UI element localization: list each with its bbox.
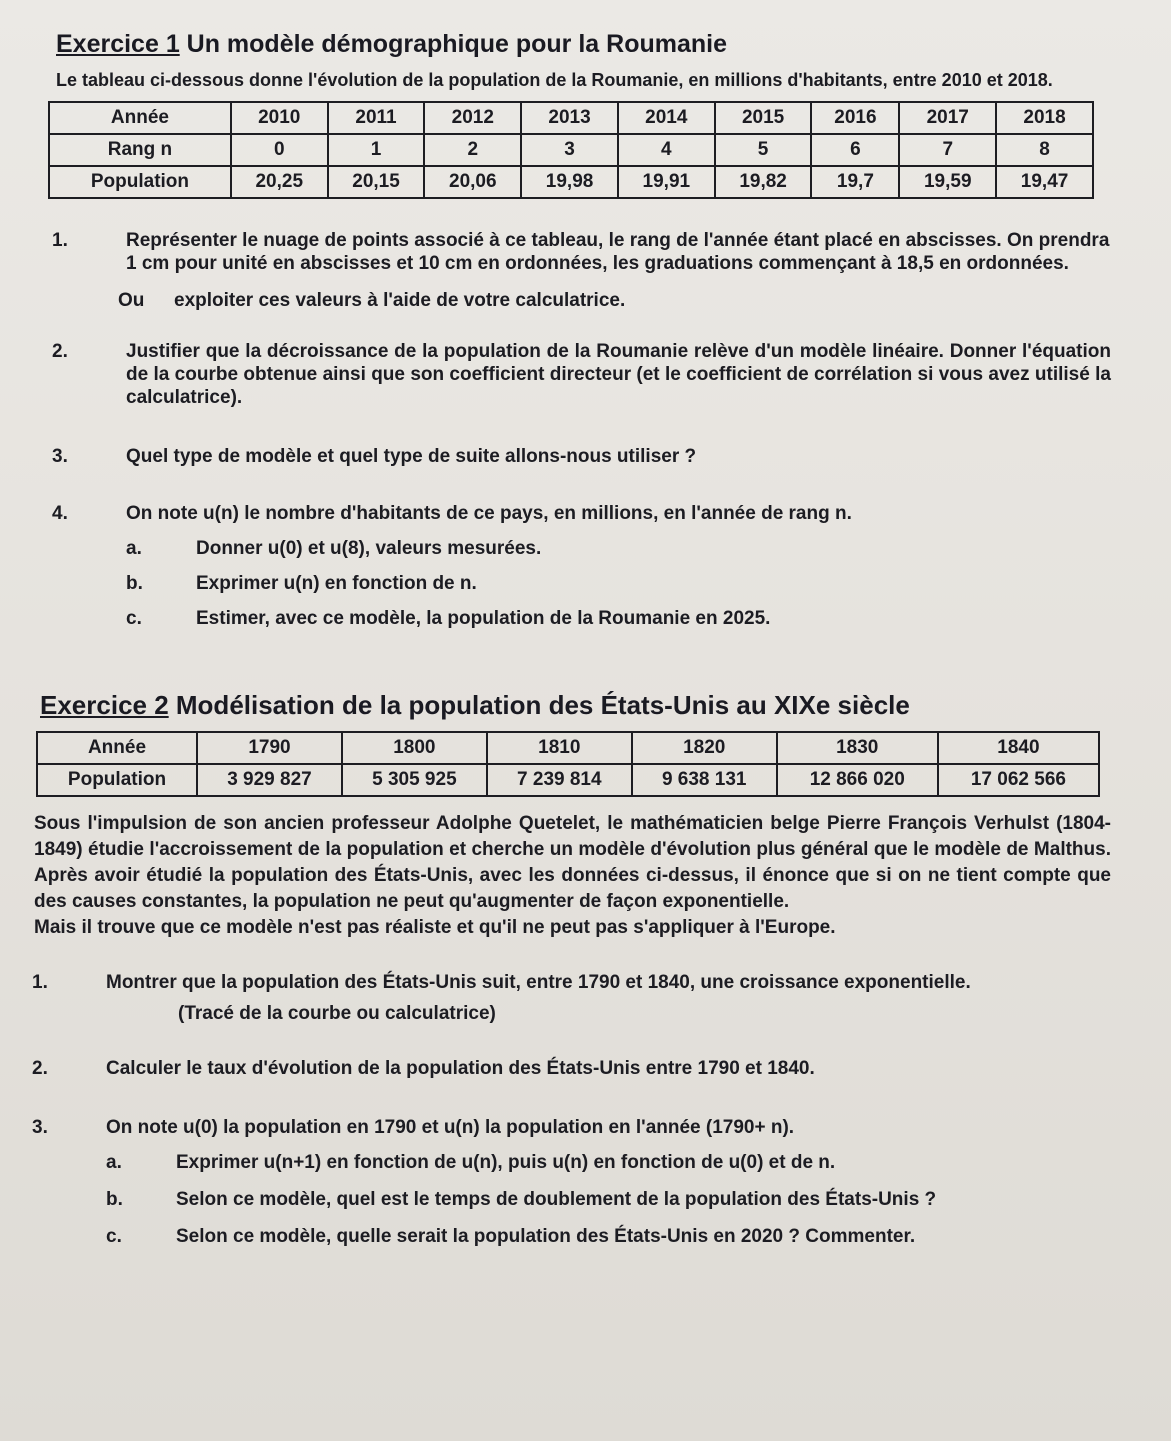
question-3b [106,1188,1111,1211]
question-3a [106,1151,1111,1174]
table-cell: 7 239 814 [487,764,632,796]
table-cell: 1 [328,134,425,166]
table-cell: 4 [618,134,715,166]
table-cell: 3 [521,134,618,166]
sub-letter: b. [126,573,143,594]
table-cell: 2016 [811,102,899,134]
table-cell: 6 [811,134,899,166]
or-label: Ou [118,290,145,311]
sub-text: Selon ce modèle, quelle serait la population des États-Unis en 2020 ? Commenter. [176,1226,916,1247]
question-number: 4. [52,503,68,524]
exercise-1-intro: Le tableau ci-dessous donne l'évolution de la population de la Roumanie, en millions d'habitants, entre 2010 et 2018. [56,70,1053,90]
table-row-year [49,102,1093,134]
sub-text: Exprimer u(n+1) en fonction de u(n), puis u(n) en fonction de u(0) et de n. [176,1152,836,1173]
question-number: 2. [52,341,68,362]
question-1 [52,229,1111,275]
table-row-population [37,764,1099,796]
exercise-2-text [34,811,1111,941]
question-text: Montrer que la population des États-Unis suit, entre 1790 et 1840, une croissance exponentielle. [106,972,971,993]
question-2 [52,340,1111,409]
table-cell: 3 929 827 [197,764,342,796]
question-number: 3. [52,446,68,467]
question-text: Justifier que la décroissance de la population de la Roumanie relève d'un modèle linéaire. Donner l'équation de la courbe obtenue ainsi que son coefficient directeur (et le coefficient de corrélation si vous avez utilisé la calculatrice). [126,341,1111,408]
row-label-population: Population [49,166,231,198]
question-text: Quel type de modèle et quel type de suite allons-nous utiliser ? [126,446,697,467]
sub-letter: a. [126,538,142,559]
sub-text: Donner u(0) et u(8), valeurs mesurées. [196,538,542,559]
table-row-year [37,732,1099,764]
exercise-1-label: Exercice 1 [56,30,180,58]
question-4b [126,572,1111,595]
question-text: On note u(n) le nombre d'habitants de ce pays, en millions, en l'année de rang n. [126,503,852,524]
exercise-2-heading: Modélisation de la population des États-Unis au XIXe siècle [168,690,910,720]
question-number: 2. [32,1058,48,1079]
question-4a [126,537,1111,560]
question-4c [126,607,1111,630]
exercise-2-label: Exercice 2 [40,690,169,720]
table-cell: 20,15 [328,166,425,198]
table-cell: 19,47 [996,166,1093,198]
question-3 [52,445,1111,468]
sub-text: Estimer, avec ce modèle, la population de la Roumanie en 2025. [196,608,771,629]
table-cell: 19,82 [715,166,812,198]
question-3 [32,1116,1111,1139]
question-1-alternative [118,289,1111,312]
table-cell: 17 062 566 [938,764,1099,796]
table-cell: 20,25 [231,166,328,198]
table-cell: 20,06 [424,166,521,198]
context-paragraph: Sous l'impulsion de son ancien professeur Adolphe Quetelet, le mathématicien belge Pierre François Verhulst (1804-1849) étudie l'accroissement de la population et cherche un modèle d'évolution plus général que le modèle de Malthus. Après avoir étudié la population des États-Unis, avec les données ci-dessus, il énonce que si on ne tient compte que des causes constantes, la population ne peut qu'augmenter de façon exponentielle. [34,813,1111,912]
sub-letter: c. [106,1226,122,1247]
row-label-year: Année [49,102,231,134]
question-4 [52,502,1111,525]
question-1-note: (Tracé de la courbe ou calculatrice) [178,1003,496,1024]
table-cell: 8 [996,134,1093,166]
table-cell: 1810 [487,732,632,764]
usa-population-table [36,731,1100,797]
table-cell: 2 [424,134,521,166]
table-cell: 2011 [328,102,425,134]
table-cell: 1790 [197,732,342,764]
alternative-text: exploiter ces valeurs à l'aide de votre calculatrice. [174,290,626,311]
table-cell: 7 [899,134,996,166]
table-cell: 2010 [231,102,328,134]
row-label-population: Population [37,764,197,796]
table-cell: 19,7 [811,166,899,198]
exercise-2-questions [32,971,1111,1248]
table-cell: 2013 [521,102,618,134]
question-2 [32,1057,1111,1080]
question-text: Calculer le taux d'évolution de la population des États-Unis entre 1790 et 1840. [106,1058,815,1079]
table-cell: 2014 [618,102,715,134]
table-cell: 2012 [424,102,521,134]
table-cell: 19,59 [899,166,996,198]
table-cell: 12 866 020 [777,764,938,796]
question-number: 3. [32,1117,48,1138]
row-label-rank: Rang n [49,134,231,166]
table-row-rank [49,134,1093,166]
table-cell: 1820 [632,732,777,764]
table-cell: 1800 [342,732,487,764]
table-row-population [49,166,1093,198]
row-label-year: Année [37,732,197,764]
table-cell: 2017 [899,102,996,134]
sub-letter: c. [126,608,142,629]
sub-text: Selon ce modèle, quel est le temps de doublement de la population des États-Unis ? [176,1189,937,1210]
romania-population-table [48,101,1094,199]
table-cell: 1840 [938,732,1099,764]
exercise-2-title [40,690,1111,721]
exercise-1-title [56,30,1111,59]
table-cell: 5 [715,134,812,166]
table-cell: 19,98 [521,166,618,198]
table-cell: 0 [231,134,328,166]
table-cell: 19,91 [618,166,715,198]
question-text: On note u(0) la population en 1790 et u(n) la population en l'année (1790+ n). [106,1117,795,1138]
table-cell: 5 305 925 [342,764,487,796]
table-cell: 2018 [996,102,1093,134]
question-number: 1. [32,972,48,993]
question-number: 1. [52,230,68,251]
question-1 [32,971,1111,994]
context-paragraph-2: Mais il trouve que ce modèle n'est pas réaliste et qu'il ne peut pas s'appliquer à l'Europe. [34,917,836,938]
sub-letter: b. [106,1189,123,1210]
exercise-1-heading: Un modèle démographique pour la Roumanie [179,30,727,58]
table-cell: 2015 [715,102,812,134]
sub-letter: a. [106,1152,122,1173]
table-cell: 9 638 131 [632,764,777,796]
exercise-1-questions [52,229,1111,630]
question-text: Représenter le nuage de points associé à ce tableau, le rang de l'année étant placé en abscisses. On prendra 1 cm pour unité en abscisses et 10 cm en ordonnées, les graduations commençant à 18,5 en ordonnées. [126,230,1110,274]
table-cell: 1830 [777,732,938,764]
sub-text: Exprimer u(n) en fonction de n. [196,573,477,594]
question-3c [106,1225,1111,1248]
